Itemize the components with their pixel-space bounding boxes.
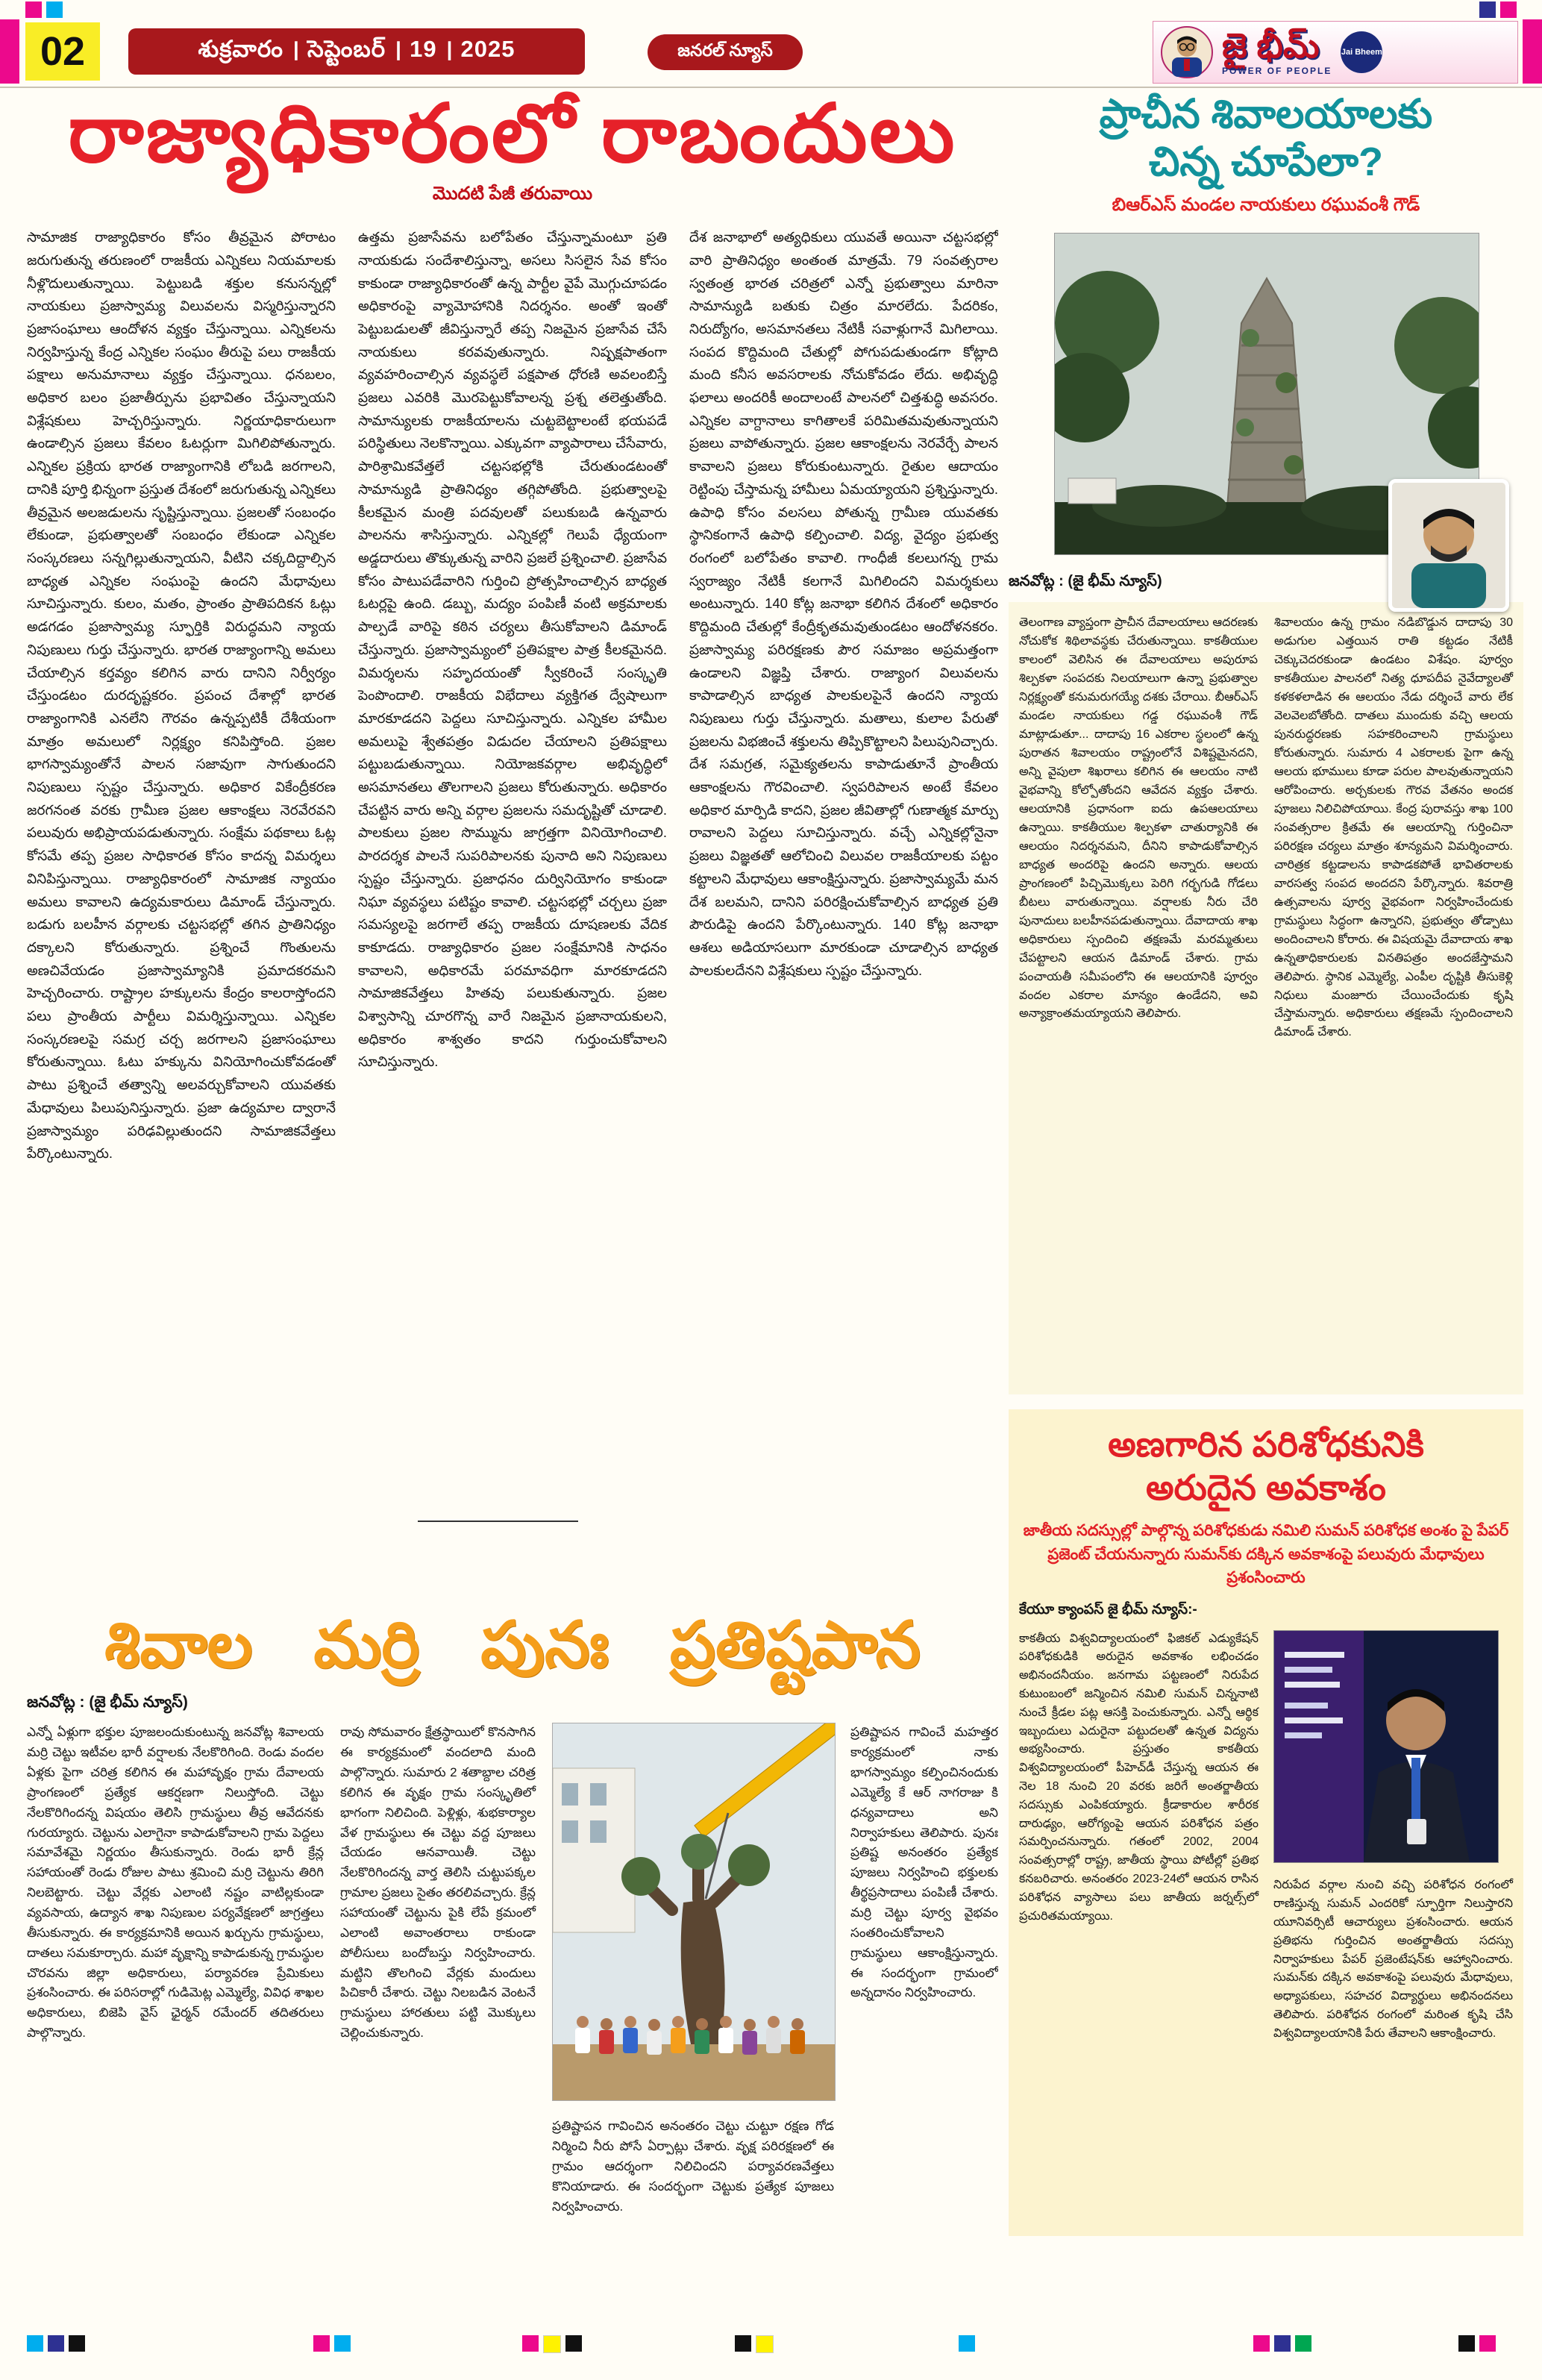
registration-mark [25,1,42,18]
article-column-1: సామాజిక రాజ్యాధికారం కోసం తీవ్రమైన పోరాటం జరుగుతున్న తరుణంలో రాజకీయ ఎన్నికలు నియమాలకు నీళ్లొదులుతున్నాయి. పెట్టుబడి శక్తుల కనుసన్నల్లో నాయకులు ప్రజాస్వామ్య విలువలను విస్మరిస్తున్నారని ప్రజాసంఘాలు ఆందోళన వ్యక్తం చేస్తున్నాయి. ఎన్నికలను నిర్వహిస్తున్న కేంద్ర ఎన్నికల సంఘం తీరుపై పలు రాజకీయ పక్షాలు అనుమానాలు వ్యక్తం చేస్తున్నాయి. ధనబలం, అధికార బలం ప్రజాతీర్పును ప్రభావితం చేస్తున్నాయని విశ్లేషకులు హెచ్చరిస్తున్నారు. నిర్ణయాధికారులుగా ఉండాల్సిన ప్రజలు కేవలం ఓటర్లుగా మిగిలిపోతున్నారు. ఎన్నికల ప్రక్రియ భారత రాజ్యాంగానికి లోబడి జరగాలని, దానికి పూర్తి భిన్నంగా ప్రస్తుత దేశంలో జరుగుతున్న ఎన్నికలు తీవ్రమైన అలజడులను సృష్టిస్తున్నాయి. ప్రజలతో సంబంధం లేకుండా, ప్రభుత్వాలతో సంబంధం లేకుండా ఎన్నికల సంస్కరణలు సన్నగిల్లుతున్నాయని, వీటిని చక్కదిద్దాల్సిన బాధ్యత ఎన్నికల సంఘంపై ఉందని మేధావులు సూచిస్తున్నారు. కులం, మతం, ప్రాంతం ప్రాతిపదికన ఓట్లు అడగడం ప్రజాస్వామ్య స్ఫూర్తికి విరుద్ధమని న్యాయ నిపుణులు గుర్తు చేస్తున్నారు. భారత రాజ్యాంగాన్ని అమలు చేయాల్సిన కర్తవ్యం కలిగిన వారు దానిని నిర్వీర్యం చేస్తుండటం దురదృష్టకరం. ప్రపంచ దేశాల్లో భారత రాజ్యాంగానికి ఎనలేని గౌరవం ఉన్నప్పటికీ దేశీయంగా మాత్రం అమలులో నిర్లక్ష్యం కనిపిస్తోంది. ప్రజల భాగస్వామ్యంతోనే పాలన సజావుగా సాగుతుందని నిపుణులు స్పష్టం చేస్తున్నారు. అధికార వికేంద్రీకరణ జరగనంత వరకు గ్రామీణ ప్రజల ఆకాంక్షలు నెరవేరవని పలువురు అభిప్రాయపడుతున్నారు. సంక్షేమ పథకాలు ఓట్ల కోసమే తప్ప ప్రజల సాధికారత కోసం కాదన్న విమర్శలు వినిపిస్తున్నాయి. రాజ్యాధికారంలో సామాజిక న్యాయం అమలు కావాలని ఉద్యమకారులు డిమాండ్ చేస్తున్నారు. బడుగు బలహీన వర్గాలకు చట్టసభల్లో తగిన ప్రాతినిధ్యం దక్కాలని కోరుతున్నారు. ప్రశ్నించే గొంతులను అణచివేయడం ప్రజాస్వామ్యానికి ప్రమాదకరమని హెచ్చరించారు. రాష్ట్రాల హక్కులను కేంద్రం కాలరాస్తోందని పలు ప్రాంతీయ పార్టీలు విమర్శిస్తున్నాయి. ఎన్నికల సంస్కరణలపై సమగ్ర చర్చ జరగాలని ప్రజాసంఘాలు కోరుతున్నాయి. ఓటు హక్కును వినియోగించుకోవడంతో పాటు ప్రశ్నించే తత్వాన్ని అలవర్చుకోవాలని యువతకు మేధావులు పిలుపునిస్తున్నారు. ప్రజా ఉద్యమాల ద్వారానే ప్రజాస్వామ్యం పరిఢవిల్లుతుందని సామాజికవేత్తలు పేర్కొంటున్నారు. [27,229,336,1162]
researcher-article [1009,1409,1523,2236]
registration-mark [48,2335,64,2352]
main-article [27,88,998,1602]
temple-article-body [1009,602,1523,1394]
temple-headline-line1: ప్రాచీన శివాలయాలకు [1099,92,1433,137]
researcher-dateline: కేయూ క్యాంపస్ జై భీమ్ న్యూస్:- [1019,1601,1197,1618]
researcher-body [1019,1630,1513,2044]
main-headline: రాజ్యాధికారంలో రాబందులు [68,88,957,178]
conference-photo [1273,1630,1499,1863]
registration-marks-top-right [1479,1,1517,18]
left-edge-strip [0,19,19,84]
registration-marks-bottom-1 [27,2335,85,2352]
leader-portrait [1388,479,1509,612]
banyan-dateline: జనవోట్ల : (జై భీమ్ న్యూస్) [27,1694,188,1712]
banyan-column-4: ప్రతిష్టాపన గావించే మహత్తర కార్యక్రమంలో నాకు భాగస్వామ్యం కల్పించినందుకు ఎమ్మెల్యే కే ఆర్ నాగరాజు కి ధన్యవాదాలు అని నిర్వాహకులు తెలిపారు. పునః ప్రతిష్ట అనంతరం ప్రత్యేక పూజలు నిర్వహించి భక్తులకు తీర్థప్రసాదాలు పంపిణీ చేశారు. మర్రి చెట్టు పూర్వ వైభవం సంతరించుకోవాలని గ్రామస్థులు ఆకాంక్షిస్తున్నారు. ఈ సందర్భంగా గ్రామంలో అన్నదానం నిర్వహించారు. [850,1725,998,2000]
masthead-title: జై భీమ్ [1222,26,1320,65]
banyan-column-3-text: ప్రతిష్టాపన గావించిన అనంతరం చెట్టు చుట్టూ రక్షణ గోడ నిర్మించి నీరు పోసే ఏర్పాట్లు చేశారు. వృక్ష పరిరక్షణలో ఈ గ్రామం ఆదర్శంగా నిలిచిందని పర్యావరణవేత్తలు కొనియాడారు. ఈ సందర్భంగా చెట్టుకు ప్రత్యేక పూజలు నిర్వహించారు. [552,2119,834,2214]
registration-mark [959,2335,975,2352]
temple-subhead: బిఆర్ఎస్ మండల నాయకులు రఘువంశీ గౌడ్ [1112,195,1420,216]
registration-mark [522,2335,539,2352]
researcher-subhead: జాతీయ సదస్సుల్లో పాల్గొన్న పరిశోధకుడు నమిలి సుమన్ పరిశోధక అంశం పై పేపర్ ప్రజెంట్ చేయనున్నారు సుమన్‌కు దక్కిన అవకాశంపై పలువురు మేధావులు ప్రశంసించారు [1023,1522,1509,1587]
registration-mark [543,2335,561,2353]
registration-mark [1253,2335,1270,2352]
registration-mark [1500,1,1517,18]
date-bar: శుక్రవారం । సెప్టెంబర్ । 19 । 2025 [128,28,585,75]
right-edge-strip [1523,19,1542,84]
article-column-2: ఉత్తమ ప్రజాసేవను బలోపేతం చేస్తున్నామంటూ ప్రతి నాయకుడు సందేశాలిస్తున్నా, అసలు సిసలైన సేవ కోసం కాకుండా రాజ్యాధికారంతో ఉన్న పార్టీల వైపే మొగ్గుచూపడం అధికారంపై వ్యామోహానికి నిదర్శనం. అంతో ఇంతో పెట్టుబడులతో జీవిస్తున్నారే తప్ప నిజమైన ప్రజాసేవ చేసే నాయకులు కరవవుతున్నారు. నిష్పక్షపాతంగా వ్యవహరించాల్సిన వ్యవస్థలే పక్షపాత ధోరణి అవలంబిస్తే ప్రజలు ఎవరికి మొరపెట్టుకోవాలన్న ప్రశ్న తలెత్తుతోంది. సామాన్యులకు రాజకీయాలను చుట్టబెట్టాలంటే భయపడే పరిస్థితులు నెలకొన్నాయి. ఎక్కువగా వ్యాపారాలు చేసేవారు, పారిశ్రామికవేత్తలే చట్టసభల్లోకి చేరుతుండటంతో సామాన్యుడి ప్రాతినిధ్యం తగ్గిపోతోంది. ప్రభుత్వాలపై కీలకమైన మంత్రి పదవులతో పలుకుబడి ఉన్నవారు పాలనను శాసిస్తున్నారు. ఎన్నికల్లో గెలుపే ధ్యేయంగా అడ్డదారులు తొక్కుతున్న వారిని ప్రజలే ప్రశ్నించాలి. ప్రజాసేవ కోసం పాటుపడేవారిని గుర్తించి ప్రోత్సహించాల్సిన బాధ్యత ఓటర్లపై ఉంది. డబ్బు, మద్యం పంపిణీ వంటి అక్రమాలకు పాల్పడే వారిపై కఠిన చర్యలు తీసుకోవాలని డిమాండ్ చేస్తున్నారు. ప్రజాస్వామ్యంలో ప్రతిపక్షాల పాత్ర కీలకమైనది. విమర్శలను సహృదయంతో స్వీకరించే సంస్కృతి పెంపొందాలి. రాజకీయ విభేదాలు వ్యక్తిగత ద్వేషాలుగా మారకూడదని పెద్దలు సూచిస్తున్నారు. ఎన్నికల హామీల అమలుపై శ్వేతపత్రం విడుదల చేయాలని ప్రతిపక్షాలు పట్టుబడుతున్నాయి. నియోజకవర్గాల అభివృద్ధిలో అసమానతలు తొలగాలని ప్రజలు కోరుతున్నారు. అధికారం చేపట్టిన వారు అన్ని వర్గాల ప్రజలను సమదృష్టితో చూడాలి. పాలకులు ప్రజల సొమ్మును జాగ్రత్తగా వినియోగించాలి. పారదర్శక పాలనే సుపరిపాలనకు పునాది అని నిపుణులు స్పష్టం చేస్తున్నారు. ప్రజాధనం దుర్వినియోగం కాకుండా నిఘా వ్యవస్థలు పటిష్టం కావాలి. చట్టసభల్లో చర్చలు ప్రజా సమస్యలపై జరగాలే తప్ప రాజకీయ దూషణలకు వేదిక కాకూడదు. రాజ్యాధికారం ప్రజల సంక్షేమానికి సాధనం కావాలని, అధికారమే పరమావధిగా మారకూడదని సామాజికవేత్తలు హితవు పలుకుతున్నారు. ప్రజల విశ్వాసాన్ని చూరగొన్న వారే నిజమైన ప్రజానాయకులని, అధికారం శాశ్వతం కాదని గుర్తుంచుకోవాలని సూచిస్తున్నారు. [358,229,667,1070]
registration-mark [334,2335,351,2352]
registration-mark [1458,2335,1475,2352]
temple-column-1: తెలంగాణ వ్యాప్తంగా ప్రాచీన దేవాలయాలు ఆదరణకు నోచుకోక శిథిలావస్థకు చేరుతున్నాయి. కాకతీయుల కాలంలో వెలిసిన ఈ దేవాలయాలు అపురూప శిల్పకళా సంపదకు నిలయాలుగా ఉన్నా ప్రభుత్వాల నిర్లక్ష్యంతో కనుమరుగయ్యే దశకు చేరాయి. బీఆర్ఎస్ మండల నాయకులు గడ్డ రఘువంశీ గౌడ్ మాట్లాడుతూ... దాదాపు 16 ఎకరాల స్థలంలో ఉన్న పురాతన శివాలయం రాష్ట్రంలోనే విశిష్టమైనదని, అన్ని వైపులా శిఖరాలు కలిగిన ఈ ఆలయం నాటి వైభవాన్ని కోల్పోతోందని ఆవేదన వ్యక్తం చేశారు. ఆలయానికి ప్రధానంగా ఐదు ఉపఆలయాలు ఉన్నాయి. కాకతీయుల శిల్పకళా చాతుర్యానికి ఈ ఆలయం నిదర్శనమని, దీనిని కాపాడుకోవాల్సిన బాధ్యత అందరిపై ఉందని అన్నారు. ఆలయ ప్రాంగణంలో పిచ్చిమొక్కలు పెరిగి గర్భగుడి గోడలు బీటలు వారుతున్నాయి. వర్షాలకు నీరు చేరి పునాదులు బలహీనపడుతున్నాయి. దేవాదాయ శాఖ అధికారులు స్పందించి తక్షణమే మరమ్మతులు చేపట్టాలని ఆయన డిమాండ్ చేశారు. గ్రామ పంచాయతీ సమీపంలోని ఈ ఆలయానికి పూర్వం వందల ఎకరాల మాన్యం ఉండేదని, అవి అన్యాక్రాంతమయ్యాయని తెలిపారు. [1019,616,1258,1021]
researcher-headline-line1: అణగారిన పరిశోధకునికి [1108,1424,1424,1465]
crane-photo [552,1723,836,2101]
masthead-caption: POWER OF PEOPLE [1222,66,1332,76]
masthead-badge: Jai Bheem [1341,31,1382,73]
banyan-headline: శివాల మర్రి పునః ప్రతిష్టపాన [104,1609,921,1681]
page-number: 02 [25,22,100,81]
registration-marks-bottom-5 [959,2335,975,2352]
ambedkar-portrait-icon [1161,26,1213,78]
registration-marks-bottom-7 [1458,2335,1496,2352]
registration-mark [735,2335,751,2352]
registration-marks-bottom-3 [522,2335,582,2353]
researcher-column-2 [1273,1630,1513,2044]
banyan-column-2: రావు సోమవారం క్షేత్రస్థాయిలో కొనసాగిన ఈ కార్యక్రమంలో వందలాది మంది పాల్గొన్నారు. సుమారు 2 శతాబ్దాల చరిత్ర కలిగిన ఈ వృక్షం గ్రామ సంస్కృతిలో భాగంగా నిలిచింది. పెళ్లిళ్లు, శుభకార్యాల వేళ గ్రామస్థులు ఈ చెట్టు వద్ద పూజలు చేయడం ఆనవాయితీ. చెట్టు నేలకొరిగిందన్న వార్త తెలిసి చుట్టుపక్కల గ్రామాల ప్రజలు సైతం తరలివచ్చారు. క్రేన్ల సహాయంతో చెట్టును పైకి లేపే క్రమంలో ఎలాంటి అవాంతరాలు రాకుండా పోలీసులు బందోబస్తు నిర్వహించారు. మట్టిని తొలగించి వేర్లకు మందులు పిచికారీ చేశారు. చెట్టు నిలబడిన వెంటనే గ్రామస్థులు హారతులు పట్టి మొక్కులు చెల్లించుకున్నారు. [340,1725,536,2041]
masthead [1153,21,1518,84]
researcher-column-1: కాకతీయ విశ్వవిద్యాలయంలో ఫిజికల్ ఎడ్యుకేషన్ పరిశోధకుడికి అరుదైన అవకాశం లభించడం అభినందనీయం. జనగామ పట్టణంలో నిరుపేద కుటుంబంలో జన్మించిన నమిలి సుమన్ చిన్ననాటి నుంచే క్రీడల పట్ల ఆసక్తి పెంచుకున్నారు. ఎన్నో ఆర్థిక ఇబ్బందులు ఎదురైనా పట్టుదలతో ఉన్నత విద్యను అభ్యసించారు. ప్రస్తుతం కాకతీయ విశ్వవిద్యాలయంలో పీహెచ్‌డీ చేస్తున్న ఆయన ఈ నెల 18 నుంచి 20 వరకు జరిగే అంతర్జాతీయ సదస్సుకు ఎంపికయ్యారు. క్రీడాకారుల శారీరక దారుఢ్యం, ఆరోగ్యంపై ఆయన పరిశోధన పత్రం సమర్పించనున్నారు. గతంలో 2002, 2004 సంవత్సరాల్లో రాష్ట్ర, జాతీయ స్థాయి పోటీల్లో ప్రతిభ కనబరిచారు. అనంతరం 2023-24లో ఆయన రాసిన పరిశోధన వ్యాసాలు పలు జాతీయ జర్నల్స్‌లో ప్రచురితమయ్యాయి. [1019,1632,1259,1923]
continuation-note: మొదటి పేజీ తరువాయి [432,184,593,204]
registration-mark [69,2335,85,2352]
main-article-columns [27,226,998,1602]
masthead-text-block [1222,28,1332,76]
registration-marks-top-left [25,1,63,18]
registration-mark [313,2335,330,2352]
registration-mark [1295,2335,1311,2352]
article-column-3: దేశ జనాభాలో అత్యధికులు యువతే అయినా చట్టసభల్లో వారి ప్రాతినిధ్యం అంతంత మాత్రమే. 79 సంవత్సరాల స్వతంత్ర భారత చరిత్రలో ఎన్నో ప్రభుత్వాలు మారినా సామాన్యుడి బతుకు చిత్రం మారలేదు. పేదరికం, నిరుద్యోగం, అసమానతలు నేటికీ సవాళ్లుగానే మిగిలాయి. సంపద కొద్దిమంది చేతుల్లో పోగుపడుతుండగా కోట్లాది మంది కనీస అవసరాలకు నోచుకోవడం లేదు. అభివృద్ధి ఫలాలు అందరికీ అందాలంటే పాలనలో చిత్తశుద్ధి అవసరం. ఎన్నికల వాగ్దానాలు కాగితాలకే పరిమితమవుతున్నాయని ప్రజలు వాపోతున్నారు. ప్రజల ఆకాంక్షలను నెరవేర్చే పాలన కావాలని ప్రజలు కోరుకుంటున్నారు. రైతుల ఆదాయం రెట్టింపు చేస్తామన్న హామీలు ఏమయ్యాయని ప్రశ్నిస్తున్నారు. ఉపాధి కోసం వలసలు పోతున్న గ్రామీణ యువతకు స్థానికంగానే ఉపాధి కల్పించాలి. విద్య, వైద్యం ప్రభుత్వ రంగంలో బలోపేతం కావాలి. గాంధీజీ కలలుగన్న గ్రామ స్వరాజ్యం నేటికీ కలగానే మిగిలిందని విమర్శకులు అంటున్నారు. 140 కోట్ల జనాభా కలిగిన దేశంలో అధికారం కొద్దిమంది చేతుల్లో కేంద్రీకృతమవుతుండటం ఆందోళనకరం. ప్రజాస్వామ్య పరిరక్షణకు పౌర సమాజం అప్రమత్తంగా ఉండాలని విజ్ఞప్తి చేశారు. రాజ్యాంగ విలువలను కాపాడాల్సిన బాధ్యత పాలకులపైనే ఉందని న్యాయ నిపుణులు గుర్తు చేస్తున్నారు. మతాలు, కులాల పేరుతో ప్రజలను విభజించే శక్తులను తిప్పికొట్టాలని పిలుపునిచ్చారు. దేశ సమగ్రత, సమైక్యతలను కాపాడుతూనే ప్రాంతీయ ఆకాంక్షలను గౌరవించాలి. స్వపరిపాలన అంటే కేవలం అధికార మార్పిడి కాదని, ప్రజల జీవితాల్లో గుణాత్మక మార్పు రావాలని పెద్దలు సూచిస్తున్నారు. వచ్చే ఎన్నికల్లోనైనా ప్రజలు విజ్ఞతతో ఆలోచించి విలువల రాజకీయాలకు పట్టం కట్టాలని మేధావులు ఆకాంక్షిస్తున్నారు. ప్రజాస్వామ్యమే మన దేశ బలమని, దానిని పరిరక్షించుకోవాల్సిన బాధ్యత ప్రతి పౌరుడిపై ఉందని పేర్కొంటున్నారు. 140 కోట్ల జనాభా ఆశలు అడియాసలుగా మారకుండా చూడాల్సిన బాధ్యత పాలకులదేనని విశ్లేషకులు స్పష్టం చేస్తున్నారు. [689,229,998,978]
section-divider [418,1521,578,1522]
temple-figure [1054,233,1478,554]
registration-mark [756,2335,774,2353]
registration-mark [1479,2335,1496,2352]
banyan-column-1: ఎన్నో ఏళ్లుగా భక్తుల పూజలందుకుంటున్న జనవోట్ల శివాలయ మర్రి చెట్టు ఇటీవల భారీ వర్షాలకు నేలకొరిగింది. రెండు వందల ఏళ్లకు పైగా చరిత్ర కలిగిన ఈ మహావృక్షం గ్రామ దేవాలయ ప్రాంగణంలో ప్రత్యేక ఆకర్షణగా నిలుస్తోంది. చెట్టు నేలకొరిగిందన్న విషయం తెలిసి గ్రామస్థులు తీవ్ర ఆవేదనకు గురయ్యారు. చెట్టును ఎలాగైనా కాపాడుకోవాలని గ్రామ పెద్దలు సమావేశమై నిర్ణయం తీసుకున్నారు. రెండు భారీ క్రేన్ల సహాయంతో రెండు రోజుల పాటు శ్రమించి మర్రి చెట్టును తిరిగి నిలబెట్టారు. చెట్టు వేర్లకు ఎలాంటి నష్టం వాటిల్లకుండా వ్యవసాయ, ఉద్యాన శాఖ నిపుణుల పర్యవేక్షణలో జాగ్రత్తలు తీసుకున్నారు. ఈ కార్యక్రమానికి అయిన ఖర్చును గ్రామస్థులు, దాతలు సమకూర్చారు. మహా వృక్షాన్ని కాపాడుకున్న గ్రామస్థుల చొరవను జిల్లా అధికారులు, పర్యావరణ ప్రేమికులు ప్రశంసించారు. ఈ పరిసరాల్లో గుడిమెట్ల ఎమ్మెల్యే, వివిధ శాఖల అధికారులు, బిజెపి వైస్ ఛైర్మన్ రమేందర్ తదితరులు పాల్గొన్నారు. [27,1725,324,2041]
registration-mark [46,1,63,18]
registration-marks-bottom-6 [1253,2335,1311,2352]
banyan-article [27,1609,998,2290]
section-badge: జనరల్ న్యూస్ [648,34,803,70]
sidebar [1009,91,1523,2236]
banyan-column-3 [552,1723,834,2290]
registration-mark [565,2335,582,2352]
registration-mark [1274,2335,1291,2352]
banyan-columns [27,1723,998,2290]
temple-dateline: జనవోట్ల : (జై భీమ్ న్యూస్) [1009,573,1162,590]
registration-marks-bottom-2 [313,2335,351,2352]
researcher-column-2-text: నిరుపేద వర్గాల నుంచి వచ్చి పరిశోధన రంగంలో రాణిస్తున్న సుమన్ ఎందరికో స్ఫూర్తిగా నిలుస్తారని యూనివర్సిటీ ఆచార్యులు ప్రశంసించారు. ఆయన ప్రతిభను గుర్తించిన అంతర్జాతీయ సదస్సు నిర్వాహకులు పేపర్ ప్రజెంటేషన్‌కు ఆహ్వానించారు. సుమన్‌కు దక్కిన అవకాశంపై పలువురు మేధావులు, అధ్యాపకులు, సహచర విద్యార్థులు అభినందనలు తెలిపారు. పరిశోధన రంగంలో మరింత కృషి చేసి విశ్వవిద్యాలయానికి పేరు తేవాలని ఆకాంక్షించారు. [1273,1879,1513,2040]
temple-column-2: శివాలయం ఉన్న గ్రామం నడిబొడ్డున దాదాపు 30 అడుగుల ఎత్తయిన రాతి కట్టడం నేటికీ చెక్కుచెదరకుండా ఉండటం విశేషం. పూర్వం కాకతీయుల పాలనలో నిత్య ధూపదీప నైవేద్యాలతో కళకళలాడిన ఈ ఆలయం నేడు దర్శించే వారు లేక వెలవెలబోతోంది. దాతలు ముందుకు వచ్చి ఆలయ పునరుద్ధరణకు సహకరించాలని గ్రామస్థులు కోరుతున్నారు. సుమారు 4 ఎకరాలకు పైగా ఉన్న ఆలయ భూములు కూడా పరుల పాలవుతున్నాయని ఆరోపించారు. అర్చకులకు గౌరవ వేతనం అందక పూజలు నిలిచిపోయాయి. కేంద్ర పురావస్తు శాఖ 100 సంవత్సరాల క్రితమే ఈ ఆలయాన్ని గుర్తించినా పరిరక్షణ చర్యలు మాత్రం శూన్యమని విమర్శించారు. చారిత్రక కట్టడాలను కాపాడకపోతే భావితరాలకు వారసత్వ సంపద అందదని పేర్కొన్నారు. శివరాత్రి ఉత్సవాలను పూర్వ వైభవంగా నిర్వహించేందుకు గ్రామస్థులు సిద్ధంగా ఉన్నారని, ప్రభుత్వం తోడ్పాటు అందించాలని కోరారు. ఈ విషయమై దేవాదాయ శాఖ ఉన్నతాధికారులకు వినతిపత్రం అందజేస్తామని తెలిపారు. స్థానిక ఎమ్మెల్యే, ఎంపీల దృష్టికి తీసుకెళ్లి నిధులు మంజూరు చేయించేందుకు కృషి చేస్తామన్నారు. అధికారులు తక్షణమే స్పందించాలని డిమాండ్ చేశారు. [1274,616,1513,1039]
registration-marks-bottom-4 [735,2335,774,2353]
researcher-headline-line2: అరుదైన అవకాశం [1146,1467,1386,1507]
registration-mark [1479,1,1496,18]
registration-mark [27,2335,43,2352]
temple-headline-line2: చిన్న చూపేలా? [1148,139,1384,184]
